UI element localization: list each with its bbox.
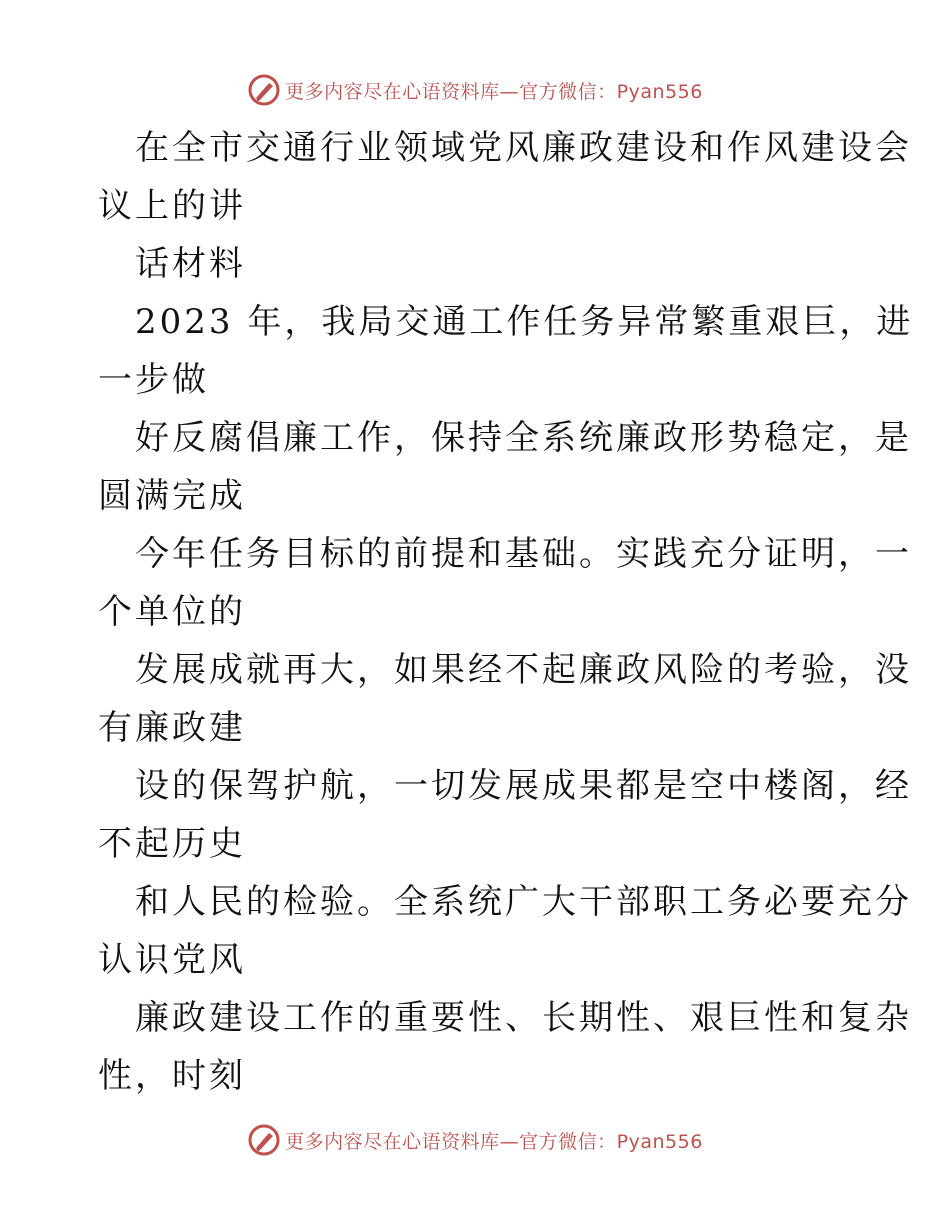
text-line: 性，时刻 (98, 1056, 246, 1096)
text-line: 2023 年，我局交通工作任务异常繁重艰巨，进 (135, 302, 914, 342)
text-line: 一步做 (98, 360, 209, 400)
text-line: 廉政建设工作的重要性、长期性、艰巨性和复杂 (135, 998, 912, 1038)
pen-logo-icon (247, 73, 281, 107)
text-line: 好反腐倡廉工作，保持全系统廉政形势稳定，是 (135, 418, 912, 458)
text-line: 今年任务目标的前提和基础。实践充分证明，一 (135, 534, 912, 574)
pen-logo-icon (247, 1123, 281, 1157)
text-line: 发展成就再大，如果经不起廉政风险的考验，没 (135, 650, 912, 690)
text-line: 话材料 (135, 244, 246, 284)
footer-watermark-text: 更多内容尽在心语资料库—官方微信：Pyan556 (285, 1130, 703, 1153)
text-line: 和人民的检验。全系统广大干部职工务必要充分 (135, 882, 912, 922)
footer-watermark-banner (0, 1120, 950, 1160)
text-line: 议上的讲 (98, 186, 246, 226)
header-watermark-text: 更多内容尽在心语资料库—官方微信：Pyan556 (285, 80, 703, 103)
text-line: 不起历史 (98, 824, 246, 864)
text-line: 认识党风 (98, 940, 246, 980)
text-line: 有廉政建 (98, 708, 246, 748)
text-line: 在全市交通行业领域党风廉政建设和作风建设会 (135, 128, 912, 168)
header-watermark-banner (0, 70, 950, 110)
text-line: 个单位的 (98, 592, 246, 632)
text-line: 设的保驾护航，一切发展成果都是空中楼阁，经 (135, 766, 912, 806)
text-line: 圆满完成 (98, 476, 246, 516)
